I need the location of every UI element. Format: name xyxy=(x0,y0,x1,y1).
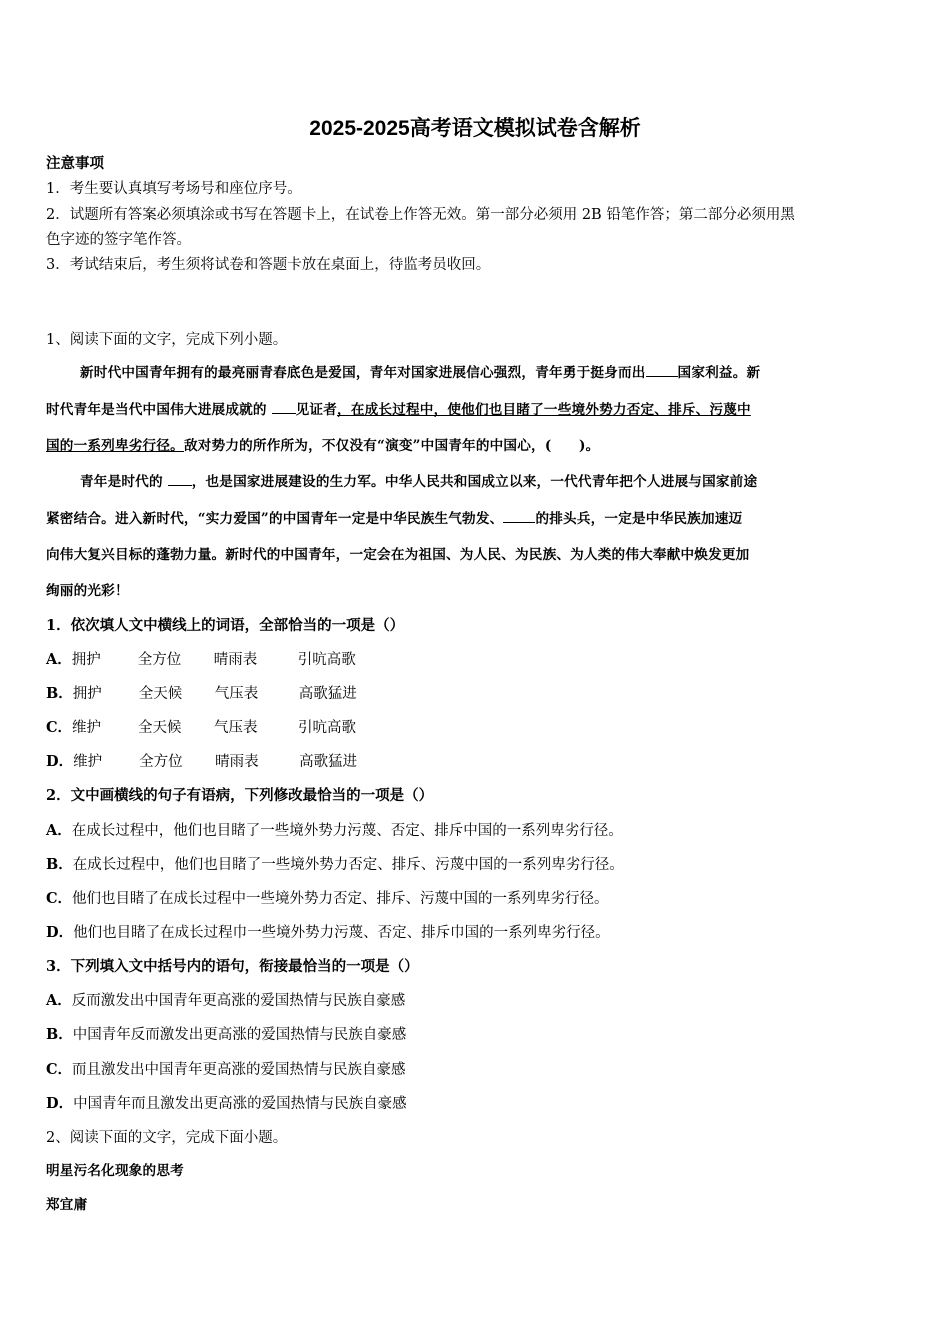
fill-blank-3 xyxy=(168,484,192,486)
q3-option-b xyxy=(46,1023,904,1044)
q2-option-a xyxy=(46,819,904,840)
passage-text: 紧密结合。进入新时代，“实力爱国”的中国青年一定是中华民族生气勃发、 xyxy=(46,511,504,527)
passage-p2-line1 xyxy=(46,470,938,490)
notice-item-2: 2．试题所有答案必须填涂或书写在答题卡上，在试卷上作答无效。第一部分必须用 2B 铅笔作答；第二部分必须用黑 xyxy=(46,207,795,223)
question-2-stem: 2．文中画横线的句子有语病，下列修改最恰当的一项是（） xyxy=(46,787,434,804)
passage-text: 敌对势力的所作所为，不仅没有“演变”中国青年的中国心，( )。 xyxy=(183,438,600,454)
underlined-sentence-end: 国的一系列卑劣行径。 xyxy=(46,438,184,454)
question-3-stem: 3．下列填入文中括号内的语句，衔接最恰当的一项是（） xyxy=(46,958,419,975)
option-label: B． xyxy=(46,856,73,873)
option-word: 气压表 xyxy=(214,720,258,736)
passage-text: 见证者 xyxy=(295,402,338,418)
passage-p2-line2 xyxy=(46,507,904,527)
article-author: 郑宜庸 xyxy=(46,1197,88,1213)
section2-intro: 2、阅读下面的文字，完成下面小题。 xyxy=(46,1130,288,1146)
notice-item-2-continued: 色字迹的签字笔作答。 xyxy=(46,232,191,248)
option-word: 晴雨表 xyxy=(213,652,258,668)
q1-option-a xyxy=(46,648,904,669)
passage-text: 新时代中国青年拥有的最亮丽青春底色是爱国，青年对国家进展信心强烈，青年勇于挺身而出 xyxy=(80,365,646,381)
option-word: 晴雨表 xyxy=(215,754,259,770)
q3-option-d xyxy=(46,1092,904,1113)
q3-option-a xyxy=(46,989,904,1010)
option-label: B． xyxy=(46,1026,73,1043)
option-label: A． xyxy=(46,651,72,668)
option-label: A． xyxy=(46,992,72,1009)
option-text: 他们也目睹了在成长过程中一些境外势力否定、排斥、污蔑中国的一系列卑劣行径。 xyxy=(72,891,609,907)
option-label: C． xyxy=(46,719,73,736)
option-word: 维护 xyxy=(73,754,103,770)
option-text: 在成长过程中，他们也目睹了一些境外势力污蔑、否定、排斥中国的一系列卑劣行径。 xyxy=(71,823,623,839)
option-word: 全天候 xyxy=(138,686,183,702)
option-text: 而且激发出中国青年更高涨的爱国热情与民族自豪感 xyxy=(72,1062,406,1078)
passage-text: 时代青年是当代中国伟大进展成就的 xyxy=(46,402,272,418)
q1-option-d xyxy=(46,750,904,771)
passage-text: ，也是国家进展建设的生力军。中华人民共和国成立以来，一代代青年把个人进展与国家前途 xyxy=(191,474,758,490)
passage-p1-line3 xyxy=(46,434,904,454)
option-label: D． xyxy=(46,753,74,770)
option-word: 高歌猛进 xyxy=(298,686,357,702)
notice-item-3: 3．考试结束后，考生须将试卷和答题卡放在桌面上，待监考员收回。 xyxy=(46,257,491,273)
q2-option-b xyxy=(46,853,904,874)
notice-item-1: 1．考生要认真填写考场号和座位序号。 xyxy=(46,181,302,197)
option-word: 维护 xyxy=(72,720,102,736)
q1-option-b xyxy=(46,682,904,703)
passage-p2-line3: 向伟大复兴目标的蓬勃力量。新时代的中国青年，一定会在为祖国、为人民、为民族、为人类的伟大奉献中焕发更加 xyxy=(46,547,750,563)
option-label: B． xyxy=(46,685,73,702)
document-title: 2025-2025高考语文模拟试卷含解析 xyxy=(309,117,641,140)
option-word: 全天候 xyxy=(138,720,182,736)
passage-p2-line4: 绚丽的光彩！ xyxy=(46,583,129,599)
q2-option-c xyxy=(46,887,904,908)
option-word: 全方位 xyxy=(137,652,182,668)
option-text: 反而激发出中国青年更高涨的爱国热情与民族自豪感 xyxy=(71,993,406,1009)
option-label: A． xyxy=(46,822,72,839)
passage-text: 青年是时代的 xyxy=(80,474,168,490)
question-1-stem: 1．依次填人文中横线上的词语，全部恰当的一项是（） xyxy=(46,617,405,634)
fill-blank-1 xyxy=(646,375,678,377)
passage-p1-line1 xyxy=(46,361,938,381)
passage-text: 的排头兵，一定是中华民族加速迈 xyxy=(535,511,743,527)
option-label: D． xyxy=(46,1095,74,1112)
q1-option-c xyxy=(46,716,904,737)
underlined-sentence: ，在成长过程中，使他们也目睹了一些境外势力否定、排斥、污蔑中 xyxy=(337,402,751,418)
passage-text: 国家利益。新 xyxy=(677,365,761,381)
option-word: 高歌猛进 xyxy=(299,754,358,770)
fill-blank-4 xyxy=(503,521,535,523)
option-text: 他们也目睹了在成长过程巾一些境外势力污蔑、否定、排斥巾国的一系列卑劣行径。 xyxy=(73,925,610,941)
option-text: 在成长过程中，他们也目睹了一些境外势力否定、排斥、污蔑中国的一系列卑劣行径。 xyxy=(72,857,624,873)
option-word: 气压表 xyxy=(214,686,259,702)
notice-heading: 注意事项 xyxy=(46,155,104,172)
fill-blank-2 xyxy=(272,412,296,414)
section1-intro: 1、阅读下面的文字，完成下列小题。 xyxy=(46,332,288,348)
option-word: 拥护 xyxy=(71,652,101,668)
option-word: 引吭高歌 xyxy=(297,652,356,668)
option-label: D． xyxy=(46,924,74,941)
option-label: C． xyxy=(46,1061,73,1078)
option-label: C． xyxy=(46,890,73,907)
option-word: 拥护 xyxy=(72,686,102,702)
q3-option-c xyxy=(46,1058,904,1079)
option-word: 全方位 xyxy=(139,754,183,770)
q2-option-d xyxy=(46,921,904,942)
option-word: 引吭高歌 xyxy=(298,720,357,736)
article-title: 明星污名化现象的思考 xyxy=(46,1163,184,1179)
passage-p1-line2 xyxy=(46,398,904,418)
option-text: 中国青年而且激发出更高涨的爱国热情与民族自豪感 xyxy=(73,1096,407,1112)
option-text: 中国青年反而激发出更高涨的爱国热情与民族自豪感 xyxy=(72,1027,407,1043)
